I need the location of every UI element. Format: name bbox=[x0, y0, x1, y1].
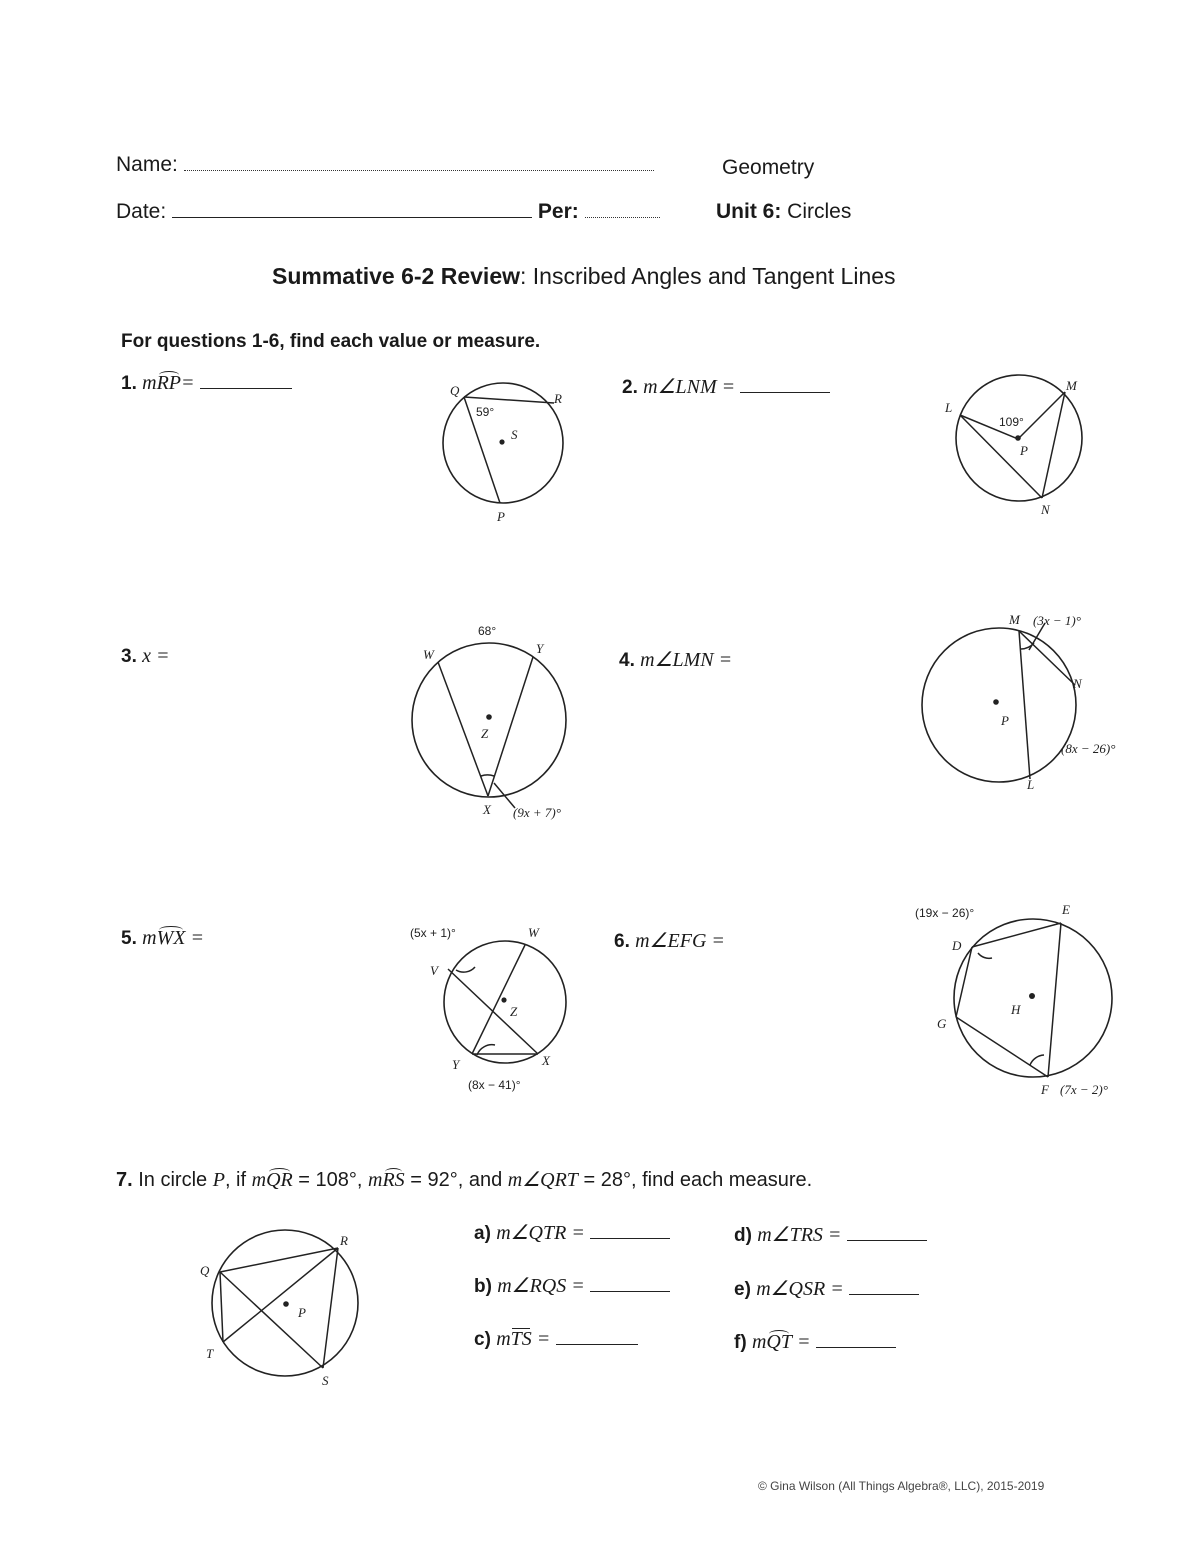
date-row bbox=[116, 200, 660, 224]
q7f-eq: = bbox=[796, 1331, 811, 1353]
f7-label-r: R bbox=[340, 1233, 348, 1248]
q7-arc2: RS bbox=[382, 1169, 405, 1191]
f3-label-x: X bbox=[483, 802, 491, 817]
name-label: Name: bbox=[116, 153, 178, 176]
q7-number: 7. bbox=[116, 1169, 133, 1191]
f6-label-h: H bbox=[1011, 1002, 1021, 1017]
q2-expr: m∠LNM = bbox=[643, 376, 736, 398]
f6-label-g: G bbox=[937, 1016, 947, 1031]
q7-m1: m bbox=[251, 1169, 267, 1191]
q7-if: , if bbox=[224, 1169, 252, 1191]
q7f-m: m bbox=[751, 1331, 767, 1353]
q1-number: 1. bbox=[121, 373, 137, 394]
figure-7 bbox=[190, 1220, 380, 1395]
q1-eq: = bbox=[181, 372, 195, 394]
q7-arc1: QR bbox=[266, 1169, 293, 1191]
q7c-m: m bbox=[496, 1328, 511, 1350]
q7d-label: d) bbox=[734, 1225, 752, 1246]
q7-part-b bbox=[474, 1273, 670, 1298]
q7-val2: = 92°, and bbox=[404, 1169, 508, 1191]
name-row bbox=[116, 153, 654, 177]
question-5 bbox=[121, 927, 204, 950]
f6-expr2: (7x − 2)° bbox=[1060, 1082, 1108, 1097]
f4-expr2: (8x − 26)° bbox=[1061, 741, 1116, 756]
q7a-answer[interactable] bbox=[590, 1238, 670, 1239]
f5-label-w: W bbox=[528, 925, 539, 940]
figure-1 bbox=[420, 375, 590, 535]
f5-label-v: V bbox=[430, 963, 438, 978]
q7a-label: a) bbox=[474, 1223, 491, 1244]
q7-part-f bbox=[734, 1331, 896, 1354]
figure-2 bbox=[935, 370, 1110, 520]
f1-label-r: R bbox=[554, 391, 562, 406]
q7-part-e bbox=[734, 1276, 919, 1301]
figure-4 bbox=[915, 605, 1135, 800]
per-field[interactable] bbox=[585, 217, 660, 218]
f2-label-m: M bbox=[1066, 378, 1077, 393]
q7-part-a bbox=[474, 1220, 670, 1245]
q7d-answer[interactable] bbox=[847, 1240, 927, 1241]
unit-name: Circles bbox=[787, 200, 852, 223]
f3-label-w: W bbox=[423, 647, 434, 662]
title-bold: Summative 6-2 Review bbox=[272, 263, 521, 289]
q7b-label: b) bbox=[474, 1276, 492, 1297]
q2-number: 2. bbox=[622, 377, 638, 398]
q7e-expr: m∠QSR = bbox=[756, 1278, 844, 1300]
q7b-expr: m∠RQS = bbox=[497, 1275, 585, 1297]
title-rest: : Inscribed Angles and Tangent Lines bbox=[520, 263, 896, 289]
q4-number: 4. bbox=[619, 650, 635, 671]
f7-label-p: P bbox=[298, 1305, 306, 1320]
q7-m2: m bbox=[368, 1169, 383, 1191]
f5-label-x: X bbox=[542, 1053, 550, 1068]
q2-answer[interactable] bbox=[740, 392, 830, 393]
q5-number: 5. bbox=[121, 928, 137, 949]
q7f-label: f) bbox=[734, 1332, 747, 1353]
q7e-label: e) bbox=[734, 1279, 751, 1300]
q7-circle: P bbox=[212, 1169, 225, 1191]
q7c-eq: = bbox=[536, 1328, 551, 1350]
per-label: Per: bbox=[537, 200, 579, 223]
q3-expr: x = bbox=[142, 645, 170, 667]
question-2 bbox=[622, 374, 830, 399]
q1-arc: RP bbox=[156, 372, 182, 394]
figure-5 bbox=[400, 915, 590, 1095]
f5-label-y: Y bbox=[452, 1057, 460, 1072]
q7-intro: In circle bbox=[138, 1169, 213, 1191]
date-field[interactable] bbox=[172, 217, 532, 218]
question-4 bbox=[619, 647, 732, 672]
q1-answer[interactable] bbox=[200, 388, 292, 389]
q7-part-d bbox=[734, 1222, 927, 1247]
q7f-arc: QT bbox=[766, 1331, 792, 1353]
f5-label-z: Z bbox=[510, 1004, 518, 1019]
question-7 bbox=[116, 1167, 812, 1192]
f5-expr1: (5x + 1)° bbox=[410, 926, 456, 940]
copyright-footer: © Gina Wilson (All Things Algebra®, LLC), 2015-2019 bbox=[758, 1479, 1045, 1493]
question-3 bbox=[121, 645, 170, 668]
q5-m: m bbox=[142, 927, 157, 949]
f6-label-f: F bbox=[1041, 1082, 1049, 1097]
question-6 bbox=[614, 928, 725, 953]
f3-arc-label: 68° bbox=[478, 624, 497, 638]
f6-label-d: D bbox=[952, 938, 962, 953]
q7e-answer[interactable] bbox=[849, 1294, 919, 1295]
f7-label-t: T bbox=[206, 1346, 214, 1361]
q7c-answer[interactable] bbox=[556, 1344, 638, 1345]
question-1 bbox=[121, 372, 292, 395]
f3-expr: (9x + 7)° bbox=[513, 805, 561, 820]
figure-6 bbox=[910, 900, 1135, 1105]
f2-angle: 109° bbox=[999, 415, 1024, 429]
f1-label-q: Q bbox=[450, 383, 460, 398]
f5-expr2: (8x − 41)° bbox=[468, 1078, 521, 1092]
f7-label-s: S bbox=[322, 1373, 329, 1388]
q7-angle: m∠QRT bbox=[507, 1169, 578, 1191]
q6-expr: m∠EFG = bbox=[635, 930, 725, 952]
f6-expr1: (19x − 26)° bbox=[915, 906, 975, 920]
q5-arc: WX bbox=[156, 927, 186, 949]
f1-angle: 59° bbox=[476, 405, 495, 419]
f4-label-m: M bbox=[1009, 612, 1020, 627]
subject: Geometry bbox=[722, 156, 815, 179]
q7c-seg: TS bbox=[510, 1328, 532, 1350]
page-title bbox=[272, 263, 896, 290]
f2-label-n: N bbox=[1041, 502, 1050, 517]
q7f-answer[interactable] bbox=[816, 1347, 896, 1348]
instructions: For questions 1-6, find each value or measure. bbox=[121, 331, 541, 352]
date-label: Date: bbox=[116, 200, 167, 223]
unit bbox=[716, 200, 851, 224]
q1-m: m bbox=[142, 372, 157, 394]
q7d-expr: m∠TRS = bbox=[757, 1224, 842, 1246]
q7b-answer[interactable] bbox=[590, 1291, 670, 1292]
f4-expr1: (3x − 1)° bbox=[1033, 613, 1081, 628]
name-field[interactable] bbox=[184, 170, 654, 171]
q7c-label: c) bbox=[474, 1329, 491, 1350]
f2-label-p: P bbox=[1020, 443, 1028, 458]
unit-prefix: Unit 6: bbox=[716, 200, 782, 223]
f3-label-z: Z bbox=[481, 726, 489, 741]
f7-label-q: Q bbox=[200, 1263, 210, 1278]
q7a-expr: m∠QTR = bbox=[496, 1222, 585, 1244]
f4-label-l: L bbox=[1027, 777, 1035, 792]
q3-number: 3. bbox=[121, 646, 137, 667]
q5-eq: = bbox=[190, 927, 204, 949]
q7-val3: = 28°, find each measure. bbox=[577, 1169, 813, 1191]
f4-label-n: N bbox=[1073, 676, 1082, 691]
f1-label-s: S bbox=[511, 427, 518, 442]
q6-number: 6. bbox=[614, 931, 630, 952]
f3-label-y: Y bbox=[536, 641, 544, 656]
f2-label-l: L bbox=[945, 400, 953, 415]
q7-part-c bbox=[474, 1328, 638, 1351]
f1-label-p: P bbox=[497, 509, 505, 524]
q4-expr: m∠LMN = bbox=[640, 649, 733, 671]
f6-label-e: E bbox=[1062, 902, 1070, 917]
figure-3 bbox=[395, 615, 595, 825]
f4-label-p: P bbox=[1001, 713, 1009, 728]
q7-val1: = 108°, bbox=[292, 1169, 369, 1191]
